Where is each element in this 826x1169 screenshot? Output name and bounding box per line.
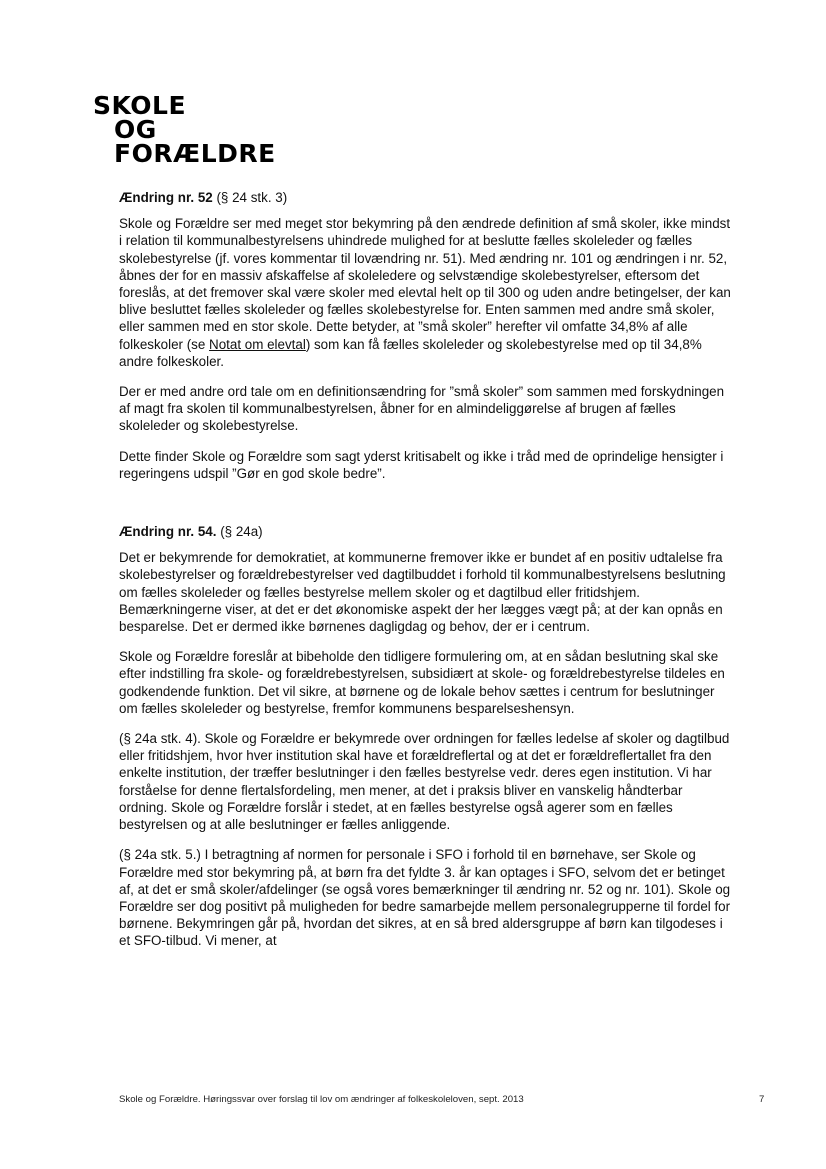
section-heading — [119, 523, 731, 540]
paragraph: Dette finder Skole og Forældre som sagt yderst kritisabelt og ikke i tråd med de oprindelige hensigter i regeringens udspil ”Gør en god skole bedre”. — [119, 448, 724, 481]
organization-logo — [93, 91, 276, 168]
paragraph: (§ 24a stk. 4). Skole og Forældre er bekymrede over ordningen for fælles ledelse af skoler og dagtilbud eller fritidshjem, hvor hver institution skal have et forældreflertal og at det er forældreflertallet fra den enkelte institution, der træffer beslutninger i den fælles bestyrelse vedr. deres egen institution. Vi har forståelse for denne flertalsfordeling, men mener, at det i praksis bliver en vanskelig håndterbar ordning. Skole og Forældre forslår i stedet, at en fælles bestyrelse også agerer som en fælles bestyrelsen og at alle beslutninger er fælles anliggende. — [119, 731, 730, 833]
section-spacer — [119, 495, 731, 523]
logo-line-foraeldre: FORÆLDRE — [114, 139, 276, 168]
page-footer: Skole og Forældre. Høringssvar over forslag til lov om ændringer af folkeskoleloven, sept. 2013 — [119, 1094, 524, 1105]
page-number: 7 — [759, 1094, 765, 1105]
paragraph-text: Skole og Forældre ser med meget stor bekymring på den ændrede definition af små skoler, ikke mindst i relation til kommunalbestyrelsens uhindrede mulighed for at beslutte fælles skoleleder og fælles skolebestyrelse (jf. vores kommentar til lovændring nr. 51). Med ændring nr. 101 og ændringen i nr. 52, åbnes der for en massiv afskaffelse af skoleledere og selvstændige skolebestyrelser, eftersom det foreslås, at det fremover skal være skoler med elevtal helt op til 300 og uden andre betingelser, der kan blive besluttet fælles skoleleder og fælles skolebestyrelse for. Enten sammen med andre små skoler, eller sammen med en stor skole. Dette betyder, at ”små skoler” herefter vil omfatte 34,8% af alle folkeskoler (se — [119, 216, 731, 352]
notat-om-elevtal-link[interactable]: Notat om elevtal — [209, 336, 306, 352]
section-heading-ref: (§ 24a) — [216, 524, 263, 540]
section-heading-ref: (§ 24 stk. 3) — [212, 190, 288, 205]
section-aendring-52 — [119, 189, 731, 482]
section-heading — [119, 189, 731, 206]
paragraph: Det er bekymrende for demokratiet, at kommunerne fremover ikke er bundet af en positiv udtalelse fra skolebestyrelser og forældrebestyrelser ved dagtilbuddet i forhold til kommunalbestyrelsens beslutning om fælles skoleleder og fælles bestyrelse mellem skoler og et dagtilbud eller fritidshjem. Bemærkningerne viser, at det er det økonomiske aspekt der her lægges vægt på; at der kan opnås en besparelse. Det er dermed ikke børnenes dagligdag og behov, der er i centrum. — [119, 550, 726, 635]
paragraph: Der er med andre ord tale om en definitionsændring for ”små skoler” som sammen med forskydningen af magt fra skolen til kommunalbestyrelsen, åbner for en almindeliggørelse af brugen af fælles skoleleder og skolebestyrelse. — [119, 384, 725, 434]
section-heading-bold: Ændring nr. 54. — [119, 524, 217, 540]
paragraph — [119, 215, 731, 370]
section-aendring-54 — [119, 523, 731, 949]
paragraph-text: ) som kan få fælles skoleleder og skolebestyrelse med op til 34,8% andre folkeskoler. — [119, 336, 702, 369]
paragraph: (§ 24a stk. 5.) I betragtning af normen for personale i SFO i forhold til en børnehave, ser Skole og Forældre med stor bekymring på, at børn fra det fyldte 3. år kan optages i SFO, selvom det er betinget af, at det er små skoler/afdelinger (se også vores bemærkninger til ændring nr. 52 og nr. 101). Skole og Forældre ser dog positivt på muligheden for bedre samarbejde mellem personalegrupperne til fordel for børnene. Bekymringen går på, hvordan det sikres, at en så bred aldersgruppe af børn kan tilgodeses i et SFO-tilbud. Vi mener, at — [119, 847, 731, 949]
logo-line-skole: SKOLE — [93, 91, 187, 120]
paragraph: Skole og Forældre foreslår at bibeholde den tidligere formulering om, at en sådan beslutning skal ske efter indstilling fra skole- og forældrebestyrelsen, subsidiært at skole- og forældrebestyrelse tildeles en godkendende funktion. Det vil sikre, at børnene og de lokale behov sættes i centrum for beslutninger om fælles skoleleder og bestyrelse, fremfor kommunens besparelseshensyn. — [119, 649, 725, 716]
document-body — [119, 189, 731, 963]
logo-line-og: OG — [114, 115, 157, 144]
section-heading-bold: Ændring nr. 52 — [119, 190, 213, 205]
